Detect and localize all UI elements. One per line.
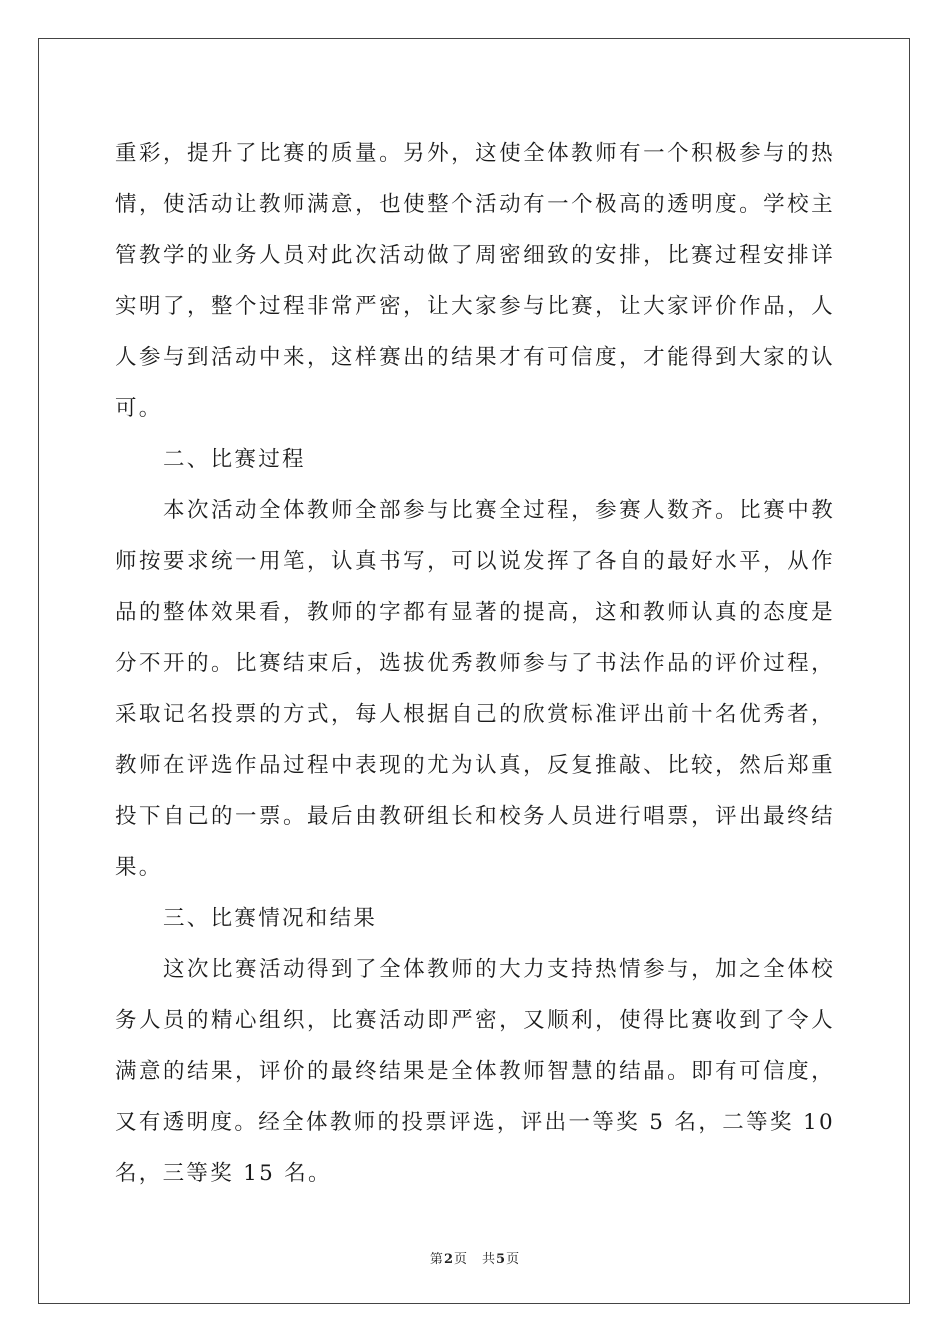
- page-suffix: 页: [453, 1252, 468, 1267]
- paragraph-process: 本次活动全体教师全部参与比赛全过程，参赛人数齐。比赛中教师按要求统一用笔，认真书写，可以说发挥了各自的最好水平，从作品的整体效果看，教师的字都有显著的提高，这和教师认真的态度是分不开的。比赛结束后，选拔优秀教师参与了书法作品的评价过程，采取记名投票的方式，每人根据自己的欣赏标准评出前十名优秀者，教师在评选作品过程中表现的尤为认真，反复推敲、比较，然后郑重投下自己的一票。最后由教研组长和校务人员进行唱票，评出最终结果。: [115, 498, 835, 880]
- document-body: [115, 128, 835, 1199]
- paragraph-continuation: 重彩，提升了比赛的质量。另外，这使全体教师有一个积极参与的热情，使活动让教师满意，也使整个活动有一个极高的透明度。学校主管教学的业务人员对此次活动做了周密细致的安排，比赛过程安排详实明了，整个过程非常严密，让大家参与比赛，让大家评价作品，人人参与到活动中来，这样赛出的结果才有可信度，才能得到大家的认可。: [115, 141, 835, 421]
- section-heading-process: 二、比赛过程: [163, 447, 306, 472]
- page-footer: [0, 1248, 950, 1267]
- total-pages: 5: [496, 1252, 507, 1267]
- page-number: 2: [443, 1252, 454, 1267]
- section-heading-results: 三、比赛情况和结果: [163, 906, 378, 931]
- paragraph-results: 这次比赛活动得到了全体教师的大力支持热情参与，加之全体校务人员的精心组织，比赛活动即严密，又顺利，使得比赛收到了令人满意的结果，评价的最终结果是全体教师智慧的结晶。即有可信度，又有透明度。经全体教师的投票评选，评出一等奖 5 名，二等奖 10 名，三等奖 15 名。: [115, 957, 835, 1186]
- total-prefix: 共: [482, 1252, 497, 1267]
- page-prefix: 第: [429, 1252, 444, 1267]
- total-suffix: 页: [506, 1252, 521, 1267]
